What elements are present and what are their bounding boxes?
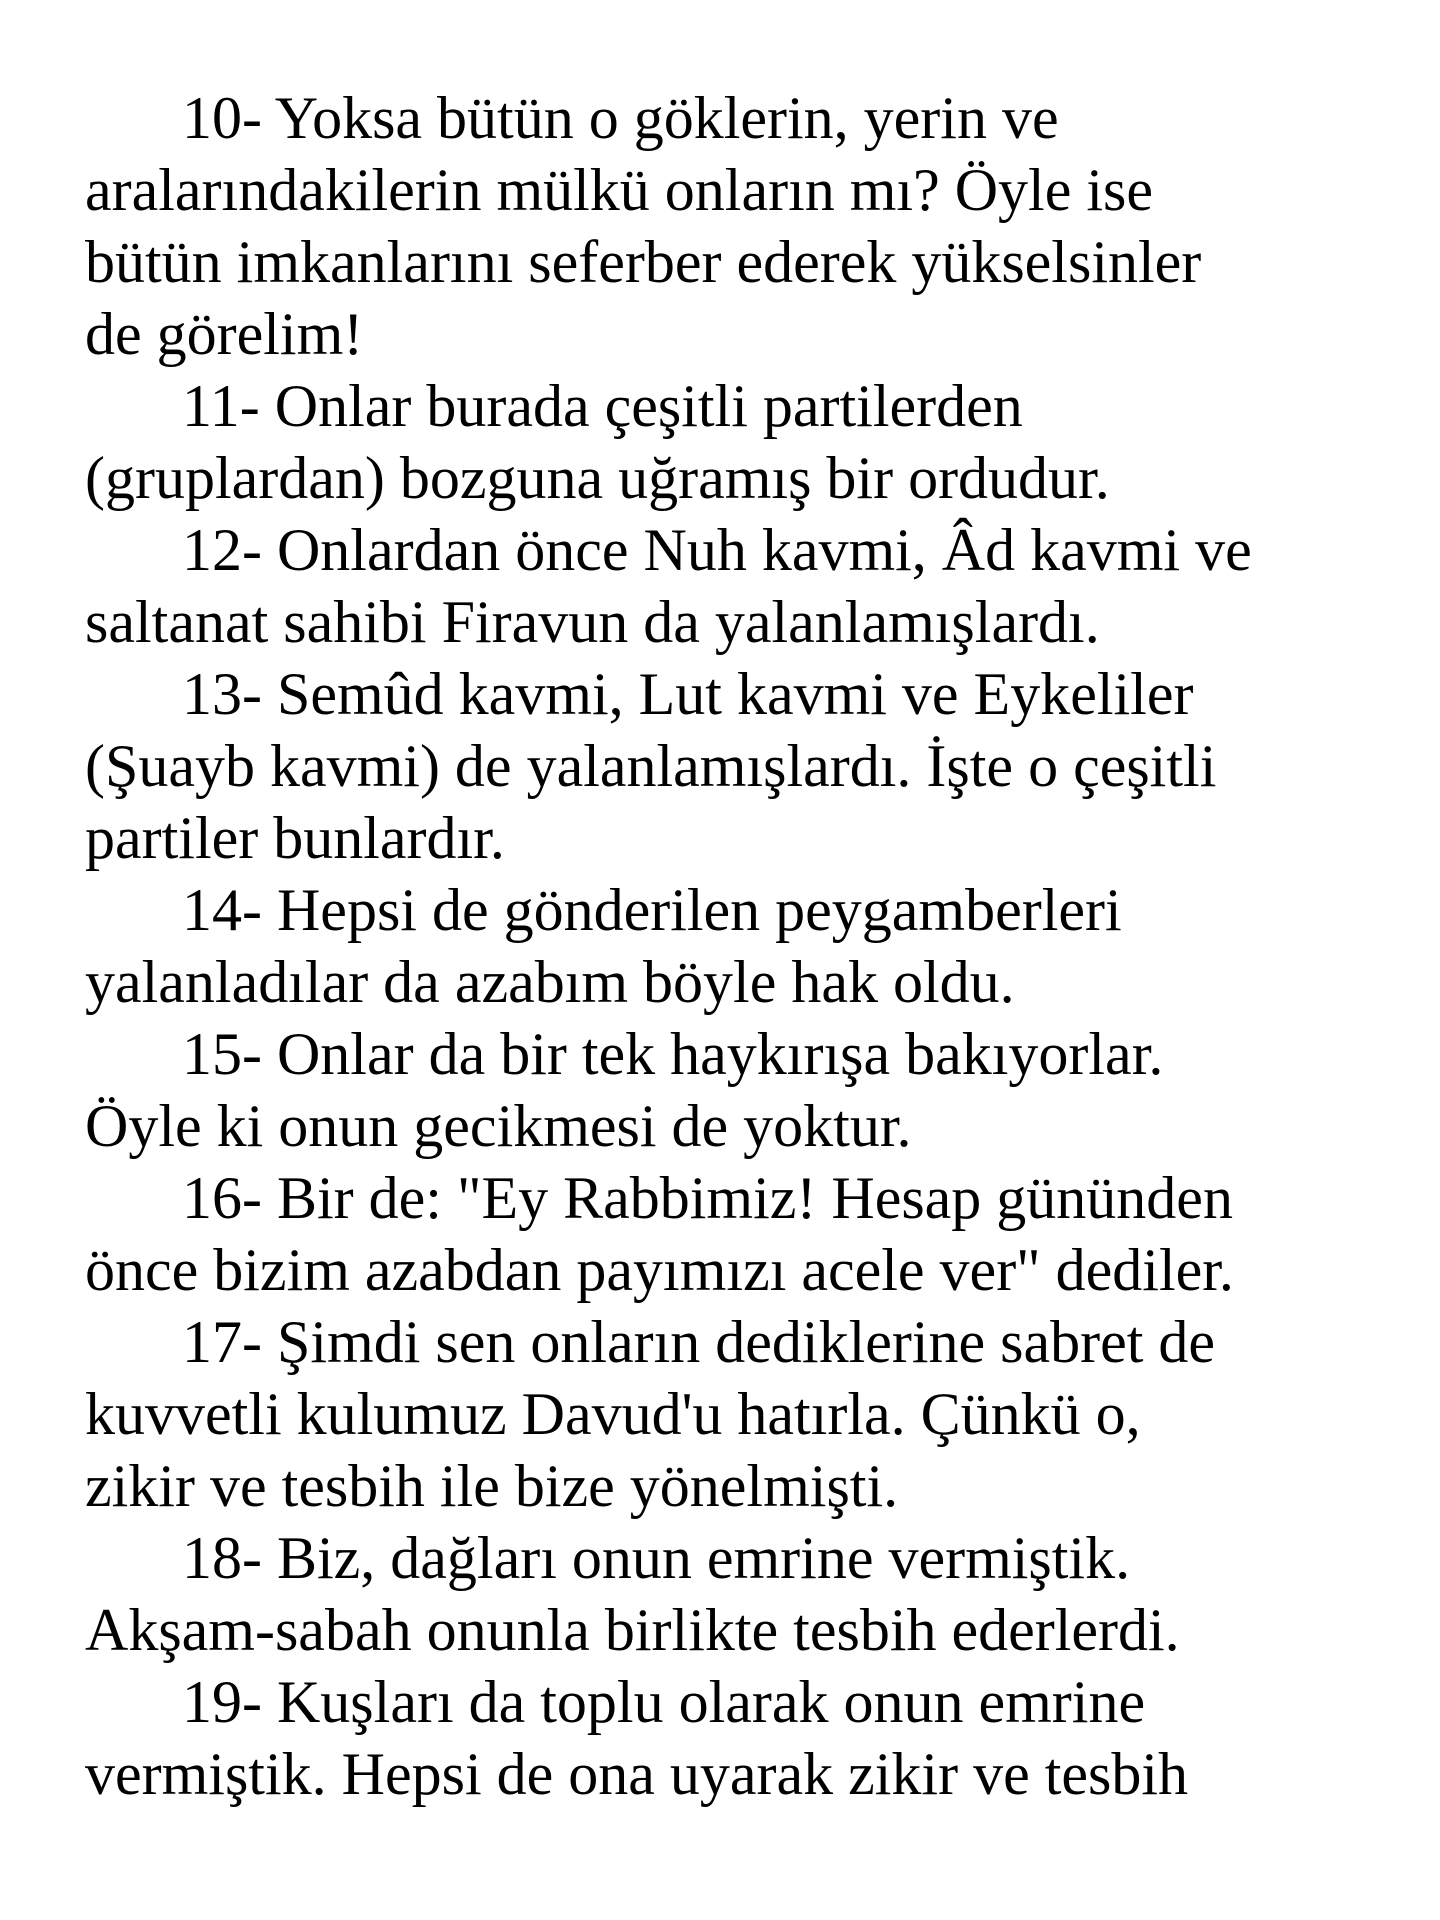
verse-line: 14- Hepsi de gönderilen peygamberleri bbox=[182, 877, 1122, 943]
verse-15 bbox=[85, 1018, 1405, 1162]
verse-10 bbox=[85, 82, 1405, 370]
document-page bbox=[85, 82, 1405, 1810]
verse-11 bbox=[85, 370, 1405, 514]
verse-line: 15- Onlar da bir tek haykırışa bakıyorlar. bbox=[182, 1021, 1164, 1087]
verse-13 bbox=[85, 658, 1405, 874]
verse-line: saltanat sahibi Firavun da yalanlamışlardı. bbox=[85, 589, 1100, 655]
verse-line: 17- Şimdi sen onların dediklerine sabret de bbox=[182, 1309, 1216, 1375]
verse-line: 19- Kuşları da toplu olarak onun emrine bbox=[182, 1669, 1146, 1735]
verse-line: bütün imkanlarını seferber ederek yükselsinler bbox=[85, 229, 1202, 295]
verse-line: 12- Onlardan önce Nuh kavmi, Âd kavmi ve bbox=[182, 517, 1252, 583]
verse-line: Akşam-sabah onunla birlikte tesbih ederlerdi. bbox=[85, 1597, 1180, 1663]
verse-18 bbox=[85, 1522, 1405, 1666]
verse-line: yalanladılar da azabım böyle hak oldu. bbox=[85, 949, 1015, 1015]
verse-line: 10- Yoksa bütün o göklerin, yerin ve bbox=[182, 85, 1059, 151]
verse-line: 13- Semûd kavmi, Lut kavmi ve Eykeliler bbox=[182, 661, 1194, 727]
verse-19 bbox=[85, 1666, 1405, 1810]
verse-16 bbox=[85, 1162, 1405, 1306]
verse-line: de görelim! bbox=[85, 301, 364, 367]
verse-line: Öyle ki onun gecikmesi de yoktur. bbox=[85, 1093, 912, 1159]
verse-line: önce bizim azabdan payımızı acele ver" dediler. bbox=[85, 1237, 1234, 1303]
verse-line: 11- Onlar burada çeşitli partilerden bbox=[182, 373, 1023, 439]
verse-line: partiler bunlardır. bbox=[85, 805, 505, 871]
verse-line: 18- Biz, dağları onun emrine vermiştik. bbox=[182, 1525, 1131, 1591]
verse-12 bbox=[85, 514, 1405, 658]
verse-line: zikir ve tesbih ile bize yönelmişti. bbox=[85, 1453, 899, 1519]
verse-line: 16- Bir de: "Ey Rabbimiz! Hesap gününden bbox=[182, 1165, 1233, 1231]
verse-17 bbox=[85, 1306, 1405, 1522]
verse-14 bbox=[85, 874, 1405, 1018]
verse-line: (gruplardan) bozguna uğramış bir ordudur. bbox=[85, 445, 1110, 511]
verse-line: (Şuayb kavmi) de yalanlamışlardı. İşte o çeşitli bbox=[85, 733, 1217, 799]
verse-line: kuvvetli kulumuz Davud'u hatırla. Çünkü o, bbox=[85, 1381, 1141, 1447]
verse-line: vermiştik. Hepsi de ona uyarak zikir ve tesbih bbox=[85, 1741, 1189, 1807]
verse-line: aralarındakilerin mülkü onların mı? Öyle ise bbox=[85, 157, 1153, 223]
